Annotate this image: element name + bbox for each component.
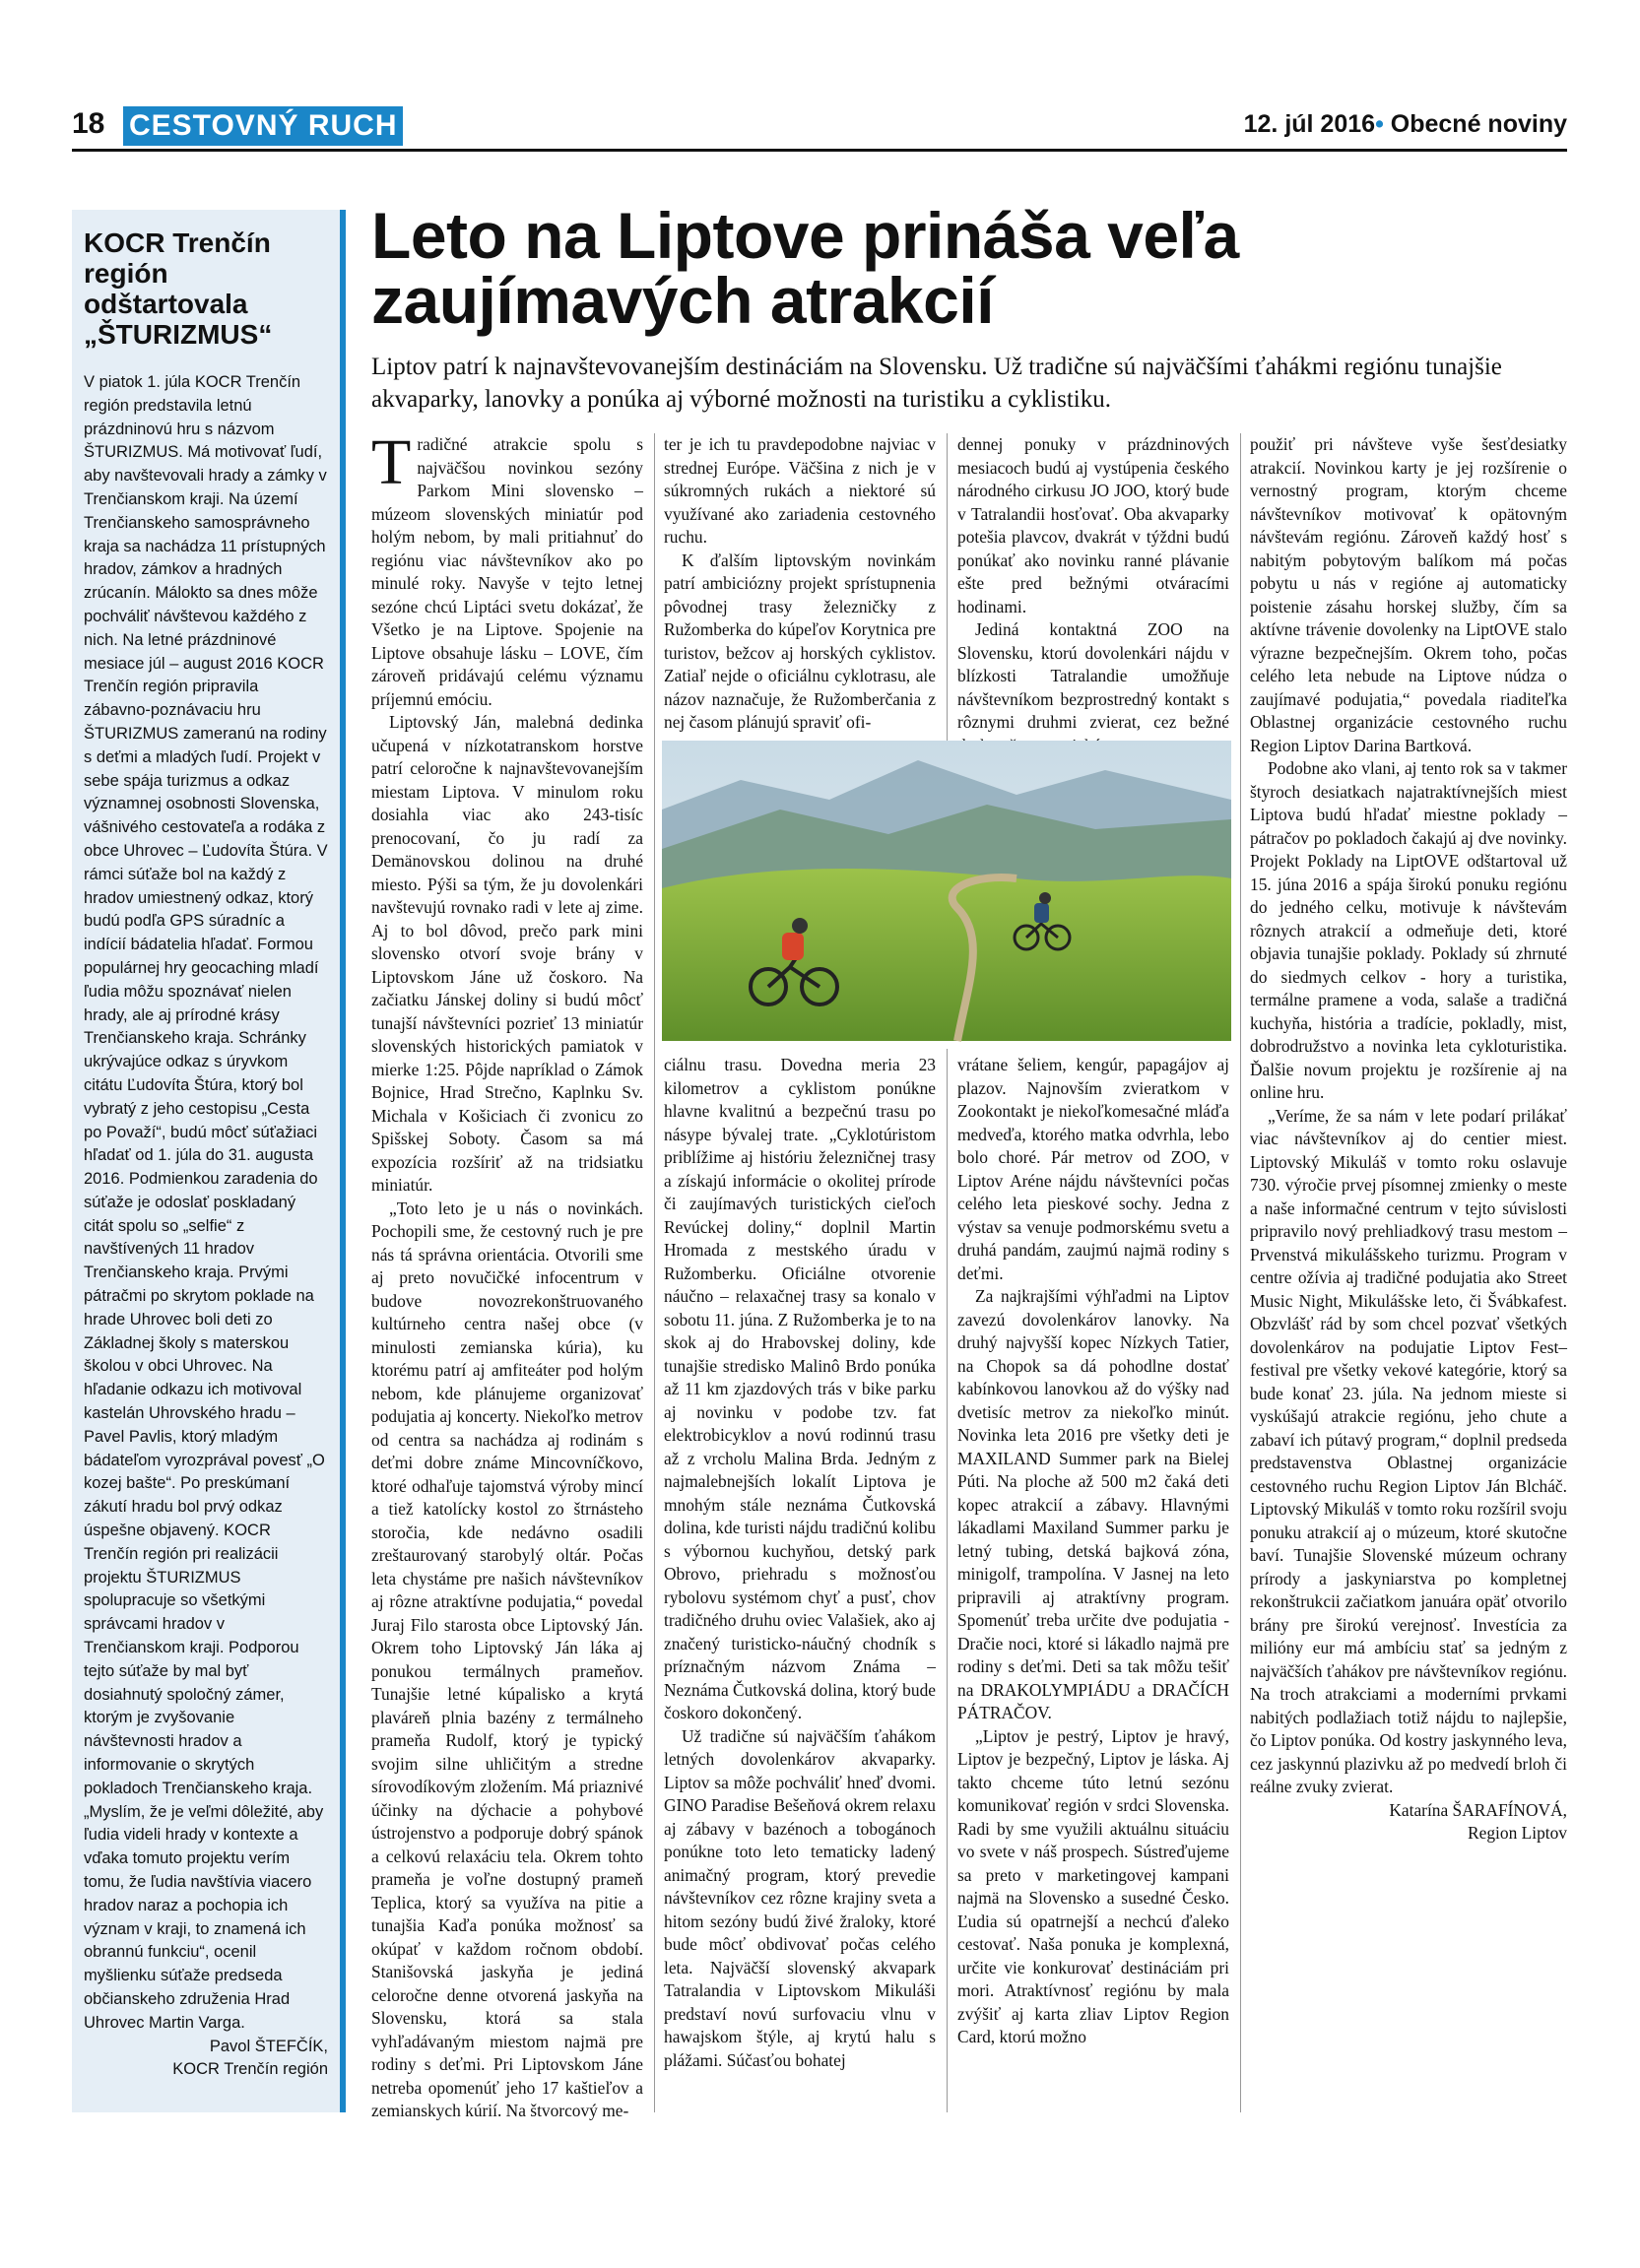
masthead	[1244, 104, 1567, 144]
paragraph: Podobne ako vlani, aj tento rok sa v takmer štyroch desiatkach najatraktívnejších miest Liptova budú hľadať miestne poklady – pátračov po pokladoch čakajú aj dve novinky. Projekt Poklady na LiptOVE odštartoval už 15. júna 2016 a spája širokú ponuku regiónu do jedného celku, motivuje k návštevám rôznych atrakcií a odmeňuje deti, ktoré objavia tunajšie poklady. Poklady sú zhrnuté do siedmych celkov - hory a turistika, termálne pramene a voda, salaše a tradičná kuchyňa, história a tradície, pokladly, mist, dobrodružstvo a novinka leta cykloturistika. Ďalšie novum projektu je rozšírenie aj na online hru.	[1250, 758, 1567, 1102]
dropcap: T	[371, 426, 412, 498]
paragraph: dennej ponuky v prázdninových mesiacoch budú aj vystúpenia českého národného cirkusu JO JOO, ktorý bude v Tatralandii hosťovať. Oba akvaparky potešia plavcov, dvakrát v týždni budú ponúkať ako novinku ranné plávanie ešte pred bežnými otváracími hodinami.	[957, 434, 1229, 616]
page-header	[72, 104, 1567, 150]
paragraph: vrátane šeliem, kengúr, papagájov aj plazov. Najnovším zvieratkom v Zookontakt je niekoľkomesačné mláďa medveďa, ktorého matka odvrhla, lebo bolo choré. Pár metrov od ZOO, v Liptov Aréne nájdu návštevníci počas celého leta pieskové sochy. Jedna z výstav sa venuje podmorskému svetu a druhá pandám, zaujmú najmä rodiny s deťmi.	[957, 1055, 1229, 1283]
paragraph: K ďalším liptovským novinkám patrí ambiciózny projekt sprístupnenia pôvodnej trasy železničky z Ružomberka do kúpeľov Korytnica pre turistov, bežcov aj horských cyklistov. Zatiaľ nejde o oficiálnu cyklotrasu, ale názov naznačuje, že Ružomberčania z nej časom plánujú spraviť ofi-	[664, 550, 936, 732]
article-column-3-top	[957, 433, 1229, 734]
author-name: Katarína ŠARAFÍNOVÁ,	[1389, 1799, 1567, 1820]
photo-illustration	[662, 741, 1231, 1041]
sidebar-box	[72, 210, 346, 2112]
sidebar-title: KOCR Trenčín región odštartovala „ŠTURIZMUS“	[84, 227, 273, 350]
column-divider	[947, 1049, 948, 2112]
paragraph: „Toto leto je u nás o novinkách. Pochopili sme, že cestovný ruch je pre nás tá správna orientácia. Otvorili sme aj preto novučičké infocentrum v budove novozrekonštruovaného kultúrneho centra našej obce (v minulosti zemianska kúria), ku ktorému patrí aj amfiteáter pod holým nebom, kde plánujeme organizovať podujatia aj koncerty. Niekoľko metrov od centra sa nachádza aj rodinám s deťmi dobre známe Mincovníčkovo, ktoré odhaľuje tajomstvá výroby mincí a tiež katolícky kostol zo štrnásteho storočia, kde nedávno osadili zreštaurovaný starobylý oltár. Počas leta chystáme pre našich návštevníkov aj rôzne atraktívne podujatia,“ povedal Juraj Filo starosta obce Liptovský Ján. Okrem toho Liptovský Ján láka aj ponukou termálnych prameňov. Tunajšie letné kúpalisko a krytá plaváreň plnia bazény z termálneho prameňa Rudolf, ktorý je typický svojim silne uhličitým a stredne sírovodíkovým zložením. Má priaznivé účinky na dýchacie a pohybové ústrojenstvo a podporuje dobrý spánok a celkovú relaxáciu tela. Okrem tohto prameňa je voľne dostupný prameň Teplica, ktorý sa využíva na pitie a tunajšia Kaďa ponúka možnosť sa okúpať v každom ročnom období. Stanišovská jaskyňa je jediná celoročne denne otvorená jaskyňa na Slovensku, ktorá sa stala vyhľadávaným miestom najmä pre rodiny s deťmi. Pri Liptovskom Jáne netreba opomenúť jeho 17 kaštieľov a zemianskych kúrií. Na štvorcový me-	[371, 1198, 643, 2120]
paragraph: ter je ich tu pravdepodobne najviac v strednej Európe. Väčšina z nich je v súkromných rukách a niektoré sú využívané ako zariadenia cestovného ruchu.	[664, 434, 936, 547]
sidebar-text: V piatok 1. júla KOCR Trenčín región predstavila letnú prázdninovú hru s názvom ŠTURIZMUS. Má motivovať ľudí, aby navštevovali hrady a zámky v Trenčianskom kraji. Na území Trenčianskeho samosprávneho kraja sa nachádza 11 prístupných hradov, zámkov a hradných zrúcanín. Málokto sa dnes môže pochváliť návštevou každého z nich. Na letné prázdninové mesiace júl – august 2016 KOCR Trenčín región pripravila zábavno-poznávaciu hru ŠTURIZMUS zameranú na rodiny s deťmi a mladých ľudí. Projekt v sebe spája turizmus a odkaz významnej osobnosti Slovenska, vášnivého cestovateľa a rodáka z obce Uhrovec – Ľudovíta Štúra. V rámci súťaže bol na každý z hradov umiestnený odkaz, ktorý budú podľa GPS súradníc a indícií bádatelia hľadať. Formou populárnej hry geocaching mladí ľudia môžu spoznávať nielen hrady, ale aj prírodné krásy Trenčianskeho kraja. Schránky ukrývajúce odkaz s úryvkom citátu Ľudovíta Štúra, ktorý bol vybratý z jeho cestopisu „Cesta po Považí“, budú môcť súťažiaci hľadať od 1. júla do 31. augusta 2016. Podmienkou zaradenia do súťaže je odoslať poskladaný citát spolu so „selfie“ z navštívených 11 hradov Trenčianskeho kraja. Prvými pátračmi po skrytom poklade na hrade Uhrovec boli deti zo Základnej školy s materskou školou v obci Uhrovec. Na hľadanie odkazu ich motivoval kastelán Uhrovského hradu – Pavel Pavlis, ktorý mladým bádateľom vyrozprával povesť „O kozej bašte“. Po preskúmaní zákutí hradu bol prvý odkaz úspešne objavený. KOCR Trenčín región pri realizácii projektu ŠTURIZMUS spolupracuje so všetkými správcami hradov v Trenčianskom kraji. Podporou tejto súťaže by mal byť dosiahnutý spoločný zámer, ktorým je zvyšovanie návštevnosti hradov a informovanie o skrytých pokladoch Trenčianskeho kraja. „Myslím, že je veľmi dôležité, aby ľudia videli hrady v kontexte a vďaka tomuto projektu verím tomu, že ľudia navštívia viacero hradov naraz a pochopia ich význam v kraji, to znamená ich obrannú funkciu“, ocenil myšlienku súťaže predseda občianskeho združenia Hrad Uhrovec Martin Varga.	[84, 373, 328, 2032]
paragraph: Tradičné atrakcie spolu s najväčšou novinkou sezóny Parkom Mini slovensko – múzeom slovenských miniatúr pod holým nebom, by mali pritiahnuť do regiónu viac návštevníkov ako po minulé roky. Navyše v tejto letnej sezóne chcú Liptáci svetu dokázať, že Všetko je na Liptove. Spojenie na Liptove obsahuje lásku – LOVE, čím zároveň pridávajú celému významu príjemnú emóciu.	[371, 426, 643, 709]
column-divider	[654, 433, 655, 2112]
article-column-3-bottom	[957, 1054, 1229, 2112]
paragraph: „Veríme, že sa nám v lete podarí prilákať viac návštevníkov aj do centier miest. Liptovský Mikuláš v tomto roku oslavuje 730. výročie prvej písomnej zmienky o meste a naše informačné centrum v tejto súvislosti pripravilo nový prehliadkový trasu mestom – Prvenstvá mikulášskeho turizmu. Program v centre ožívia aj tradičné podujatia ako Street Music Night, Mikulášske leto, či Švábkafest. Obzvlášť rád by som chcel pozvať všetkých dovolenkárov na podujatie Liptov Fest– festival pre všetky vekové kategórie, ktorý sa bude konať 23. júla. Na jednom mieste si vyskúšajú atrakcie regiónu, jeho chute a zabaví ich pútavý program,“ doplnil predseda predstavenstva Oblastnej organizácie cestovného ruchu Region Liptov Ján Blcháč. Liptovský Mikuláš v tomto roku rozšíril svoju ponuku atrakcií aj o múzeum, ktoré skutočne baví. Tunajšie Slovenské múzeum ochrany prírody a jaskyniarstva po kompletnej rekonštrukcii začiatkom januára opäť otvorilo brány pre širokú verejnosť. Investícia za milióny eur má ambíciu stať sa jedným z najväčších ťahákov pre návštevníkov regiónu. Na troch atrakciami a moderními prvkami nabitých podlažiach totiž nájdu to najlepšie, čo Liptov ponúka. Od kostry jaskynného leva, cez jaskynnú plazivku až po medvedí brloh či reálne zvuky zvierat.	[1250, 1105, 1567, 1796]
paragraph: použiť pri návšteve vyše šesťdesiatky atrakcií. Novinkou karty je jej rozšírenie o vernostný program, ktorým chceme návštevníkov motivovať k opätovným návštevám regiónu. Zároveň každý hosť s nabitým pobytovým balíkom má počas pobytu u nás v regióne aj automaticky poistenie zásahu horskej služby, čím sa aktívne trávenie dovolenky na LiptOVE stalo výrazne bezpečnejším. Okrem toho, počas celého leta nebude na Liptove núdza o zaujímavé podujatia,“ povedala riaditeľka Oblastnej organizácie cestovného ruchu Region Liptov Darina Bartková.	[1250, 434, 1567, 755]
issue-date: 12. júl 2016	[1243, 110, 1376, 138]
paragraph: Už tradične sú najväčším ťahákom letných dovolenkárov akvaparky. Liptov sa môže pochváliť hneď dvomi. GINO Paradise Bešeňová okrem relaxu aj zábavy v bazénoch a tobogánoch ponúkne toto leto tematicky ladený animačný program, ktorý prevedie návštevníkov cez rôzne krajiny sveta a hitom sezóny budú živé žraloky, ktoré bude môcť obdivovať počas celého leta. Najväčší slovenský akvapark Tatralandia v Liptovskom Mikuláši predstaví novú surfovaciu vlnu v hawajskom štýle, aj krytú halu s plážami. Súčasťou bohatej	[664, 1725, 936, 2070]
header-rule	[72, 149, 1567, 152]
article-lead: Liptov patrí k najnavštevovanejším destináciám na Slovensku. Už tradične sú najväčšími ťahákmi regiónu tunajšie akvaparky, lanovky a ponúka aj výborné možnosti na turistiku a cyklistiku.	[371, 354, 1502, 413]
article-title: Leto na Liptove prináša veľa zaujímavých atrakcií	[371, 199, 1239, 337]
paragraph: „Liptov je pestrý, Liptov je hravý, Liptov je bezpečný, Liptov je láska. Aj takto chceme túto letnú sezónu komunikovať región v srdci Slovenska. Radi by sme využili aktuálnu situáciu vo svete v náš prospech. Sústreďujeme sa preto v marketingovej kampani najmä na Slovensko a susedné Česko. Ľudia sú opatrnejší a nechcú ďaleko cestovať. Naša ponuka je komplexná, určite vie konkurovať destináciám pri mori. Atraktívnosť regiónu by mala zvýšiť aj karta zliav Liptov Region Card, ktorú možno	[957, 1725, 1229, 2046]
sidebar-signature-name: Pavol ŠTEFČÍK,	[209, 2037, 328, 2055]
publication-name: Obecné noviny	[1390, 110, 1567, 138]
masthead-dot: •	[1375, 110, 1384, 138]
article-column-4	[1250, 433, 1567, 2112]
mountain-bikers-photo	[662, 741, 1231, 1041]
column-divider	[1240, 433, 1241, 2112]
paragraph: ciálnu trasu. Dovedna meria 23 kilometrov a cyklistom ponúkne hlavne kvalitnú a bezpečnú trasu po násype bývalej trate. „Cyklotúristom priblížime aj históriu železničnej trasy a získajú informácie o okolitej prírode či zaujímavých turistických cieľoch Revúckej doliny,“ doplnil Martin Hromada z mestského úradu v Ružomberku. Oficiálne otvorenie náučno – relaxačnej trasy sa konalo v sobotu 11. júna. Z Ružomberka je to na skok aj do Hrabovskej doliny, kde tunajšie stredisko Malinô Brdo ponúka až 11 km zjazdových trás v bike parku aj novinku v podobe tzv. fat elektrobicyklov a novú rodinnú trasu až z vrcholu Malina Brda. Jedným z najmalebnejších lokalít Liptova je mnohým stále neznáma Čutkovská dolina, kde turisti nájdu tradičnú kolibu s výbornou kuchyňou, detský park Obrovo, priehradu s možnosťou rybolovu systémom chyť a pusť, chov tradičného druhu oviec Valašiek, ako aj značený turisticko-náučný chodník s príznačným názvom Známa – Neznáma Čutkovská dolina, ktorý bude čoskoro dokončený.	[664, 1055, 936, 1722]
paragraph: Za najkrajšími výhľadmi na Liptov zavezú dovolenkárov lanovky. Na druhý najvyšší kopec Nízkych Tatier, na Chopok sa dá pohodlne dostať kabínkovou lanovkou až do výšky nad dvetisíc metrov za niekoľko minút. Novinka leta 2016 pre všetky deti je MAXILAND Summer park na Bielej Púti. Na ploche až 500 m2 čaká deti kopec atrakcií a zábavy. Hlavnými lákadlami Maxiland Summer parku je letný tubing, detská bajková zóna, minigolf, trampolína. V Jasnej na leto pripravili aj atraktívny program. Spomenúť treba určite dve podujatia - Dračie noci, ktoré si lákadlo najmä pre rodiny s deťmi. Deti sa tak môžu tešiť na DRAKOLYMPIÁDU a DRAČÍCH PÁTRAČOV.	[957, 1286, 1229, 1722]
sidebar-body	[84, 371, 328, 2036]
column-divider	[947, 433, 948, 741]
article-column-2-bottom	[664, 1054, 936, 2112]
author-org: Region Liptov	[1468, 1823, 1567, 1843]
sidebar-signature-org: KOCR Trenčín región	[172, 2060, 328, 2079]
paragraph: Liptovský Ján, malebná dedinka učupená v nízkotatranskom horstve patrí celoročne k najnavštevovanejším miestam Liptova. V minulom roku dosiahla viac ako 243-tisíc prenocovaní, čo ju radí za Demänovskou dolinou na druhé miesto. Pýši sa tým, že ju dovolenkári navštevujú rovnako radi v lete aj zime. Aj to bol dôvod, prečo park mini slovensko otvorí svoje brány v Liptovskom Jáne už čoskoro. Na začiatku Jánskej doliny si budú môcť tunajší návštevníci pozrieť 13 miniatúr slovenských historických pamiatok v mierke 1:25. Pôjde napríklad o Zámok Bojnice, Hrad Strečno, Kaplnku Sv. Michala v Košiciach či zvonicu zo Spišskej Soboty. Časom sa má expozícia rozšíriť až na tridsiatku miniatúr.	[371, 712, 643, 1195]
article-column-1	[371, 426, 643, 2120]
paragraph: Jediná kontaktná ZOO na Slovensku, ktorú dovolenkári nájdu v blízkosti Tatralandie umožňuje návštevníkom bezprostredný kontakt s rôznymi druhmi zvierat, cez bežné	[957, 619, 1229, 732]
page-number: 18	[72, 107, 105, 140]
section-label: CESTOVNÝ RUCH	[123, 106, 403, 146]
article-column-2-top	[664, 433, 936, 734]
